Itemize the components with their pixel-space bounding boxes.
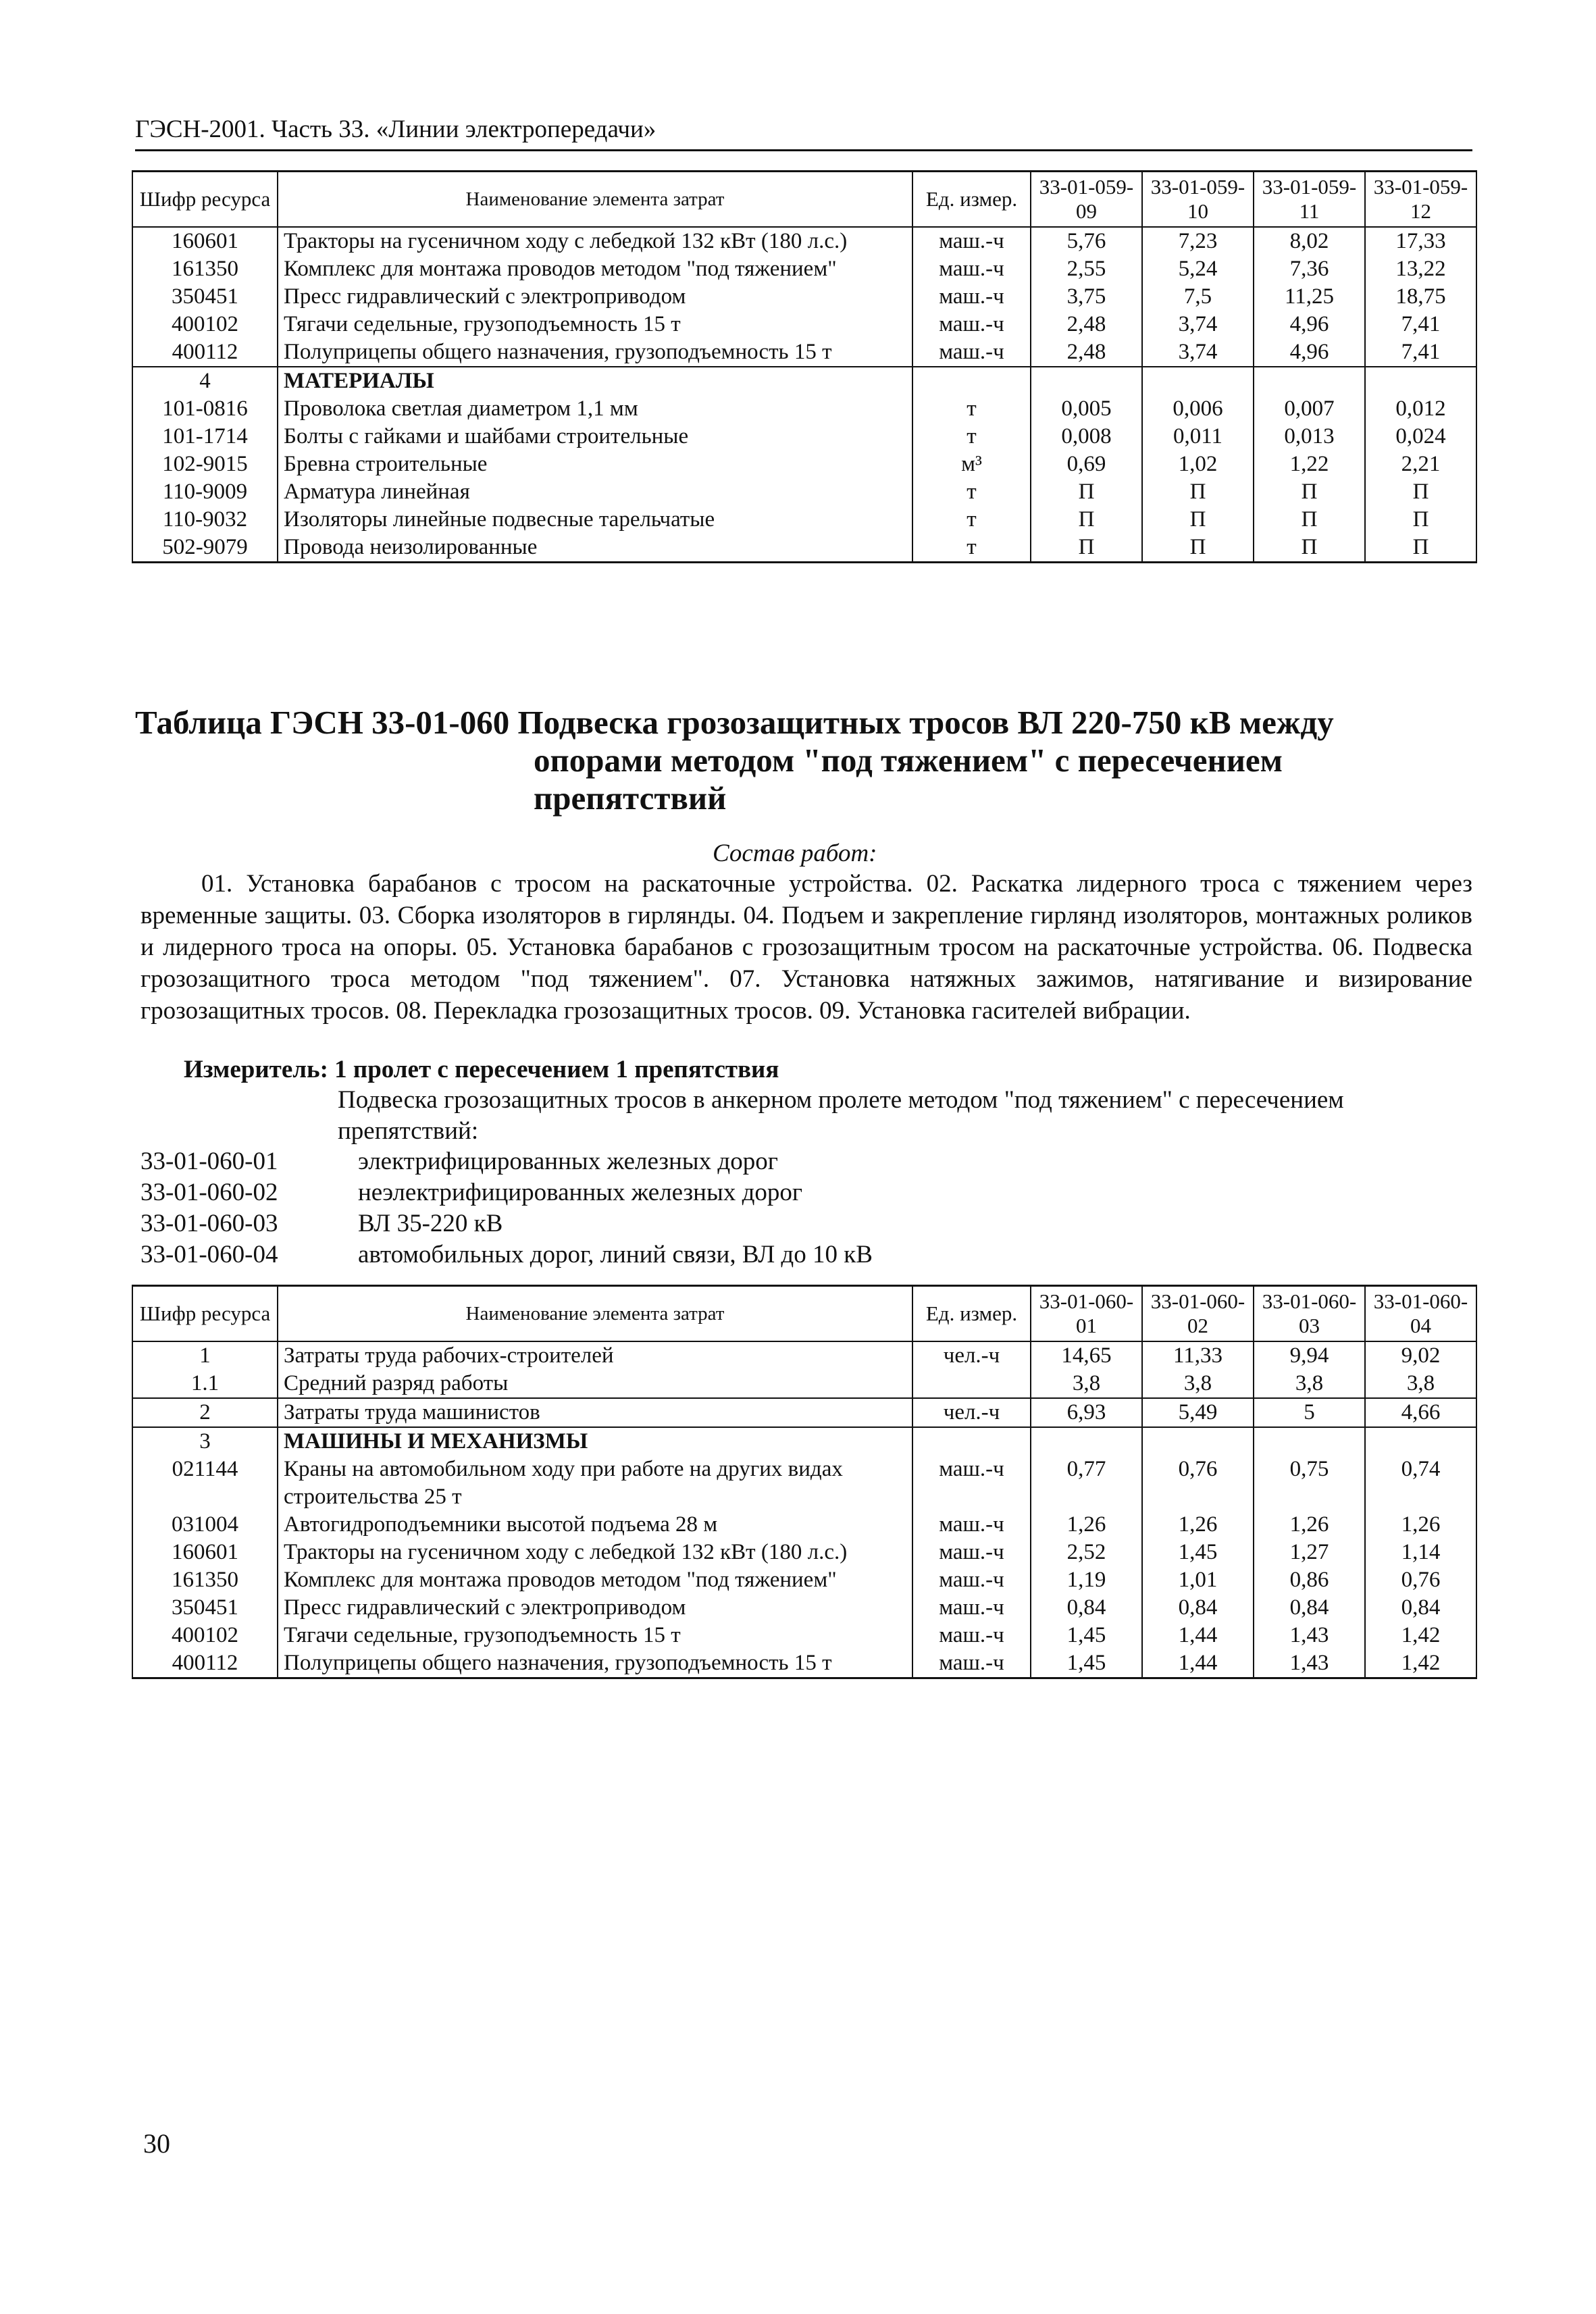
cell-name: Полуприцепы общего назначения, грузоподъемность 15 т bbox=[278, 1649, 912, 1678]
cell-unit bbox=[912, 367, 1031, 395]
cell-value bbox=[1254, 1427, 1365, 1456]
cell-unit bbox=[912, 1370, 1031, 1398]
cell-name: Автогидроподъемники высотой подъема 28 м bbox=[278, 1511, 912, 1539]
composition-label: Состав работ: bbox=[713, 840, 877, 867]
table-row bbox=[132, 1370, 1476, 1398]
cell-code: 400102 bbox=[132, 311, 278, 338]
cell-code: 502-9079 bbox=[132, 534, 278, 563]
cell-value: П bbox=[1254, 506, 1365, 534]
cell-code: 160601 bbox=[132, 227, 278, 255]
cell-value: 1,42 bbox=[1365, 1649, 1476, 1678]
cell-name: Комплекс для монтажа проводов методом "под тяжением" bbox=[278, 255, 912, 283]
cell-unit: маш.-ч bbox=[912, 255, 1031, 283]
works-description: 01. Установка барабанов с тросом на раскаточные устройства. 02. Раскатка лидерного троса с тяжением через временные защиты. 03. Сборка изоляторов в гирлянды. 04. Подъем и закрепление гирлянд изоляторов, монтажных роликов и лидерного троса на опоры. 05. Установка барабанов с грозозащитным тросом на раскаточные устройства. 06. Подвеска грозозащитного троса методом "под тяжением". 07. Установка натяжных зажимов, натягивание и визирование грозозащитных тросов. 08. Перекладка грозозащитных тросов. 09. Установка гасителей вибрации. bbox=[140, 870, 1472, 1025]
cell-value: 1,26 bbox=[1142, 1511, 1254, 1539]
header-col: 33-01-059-10 bbox=[1142, 172, 1254, 228]
table-title bbox=[135, 704, 1472, 817]
table-row bbox=[132, 1594, 1476, 1622]
cell-code: 4 bbox=[132, 367, 278, 395]
cell-code: 031004 bbox=[132, 1511, 278, 1539]
cell-value: 3,74 bbox=[1142, 311, 1254, 338]
cell-name: МАТЕРИАЛЫ bbox=[278, 367, 912, 395]
cell-value: П bbox=[1254, 534, 1365, 563]
cell-value: 11,33 bbox=[1142, 1341, 1254, 1370]
cell-value: 1,26 bbox=[1031, 1511, 1142, 1539]
cell-value: 3,74 bbox=[1142, 338, 1254, 367]
cell-value: 6,93 bbox=[1031, 1398, 1142, 1427]
table-header-row bbox=[132, 1286, 1476, 1342]
cell-code: 400112 bbox=[132, 1649, 278, 1678]
cell-name: Краны на автомобильном ходу при работе на других видах строительства 25 т bbox=[278, 1456, 912, 1511]
table-row bbox=[132, 1649, 1476, 1678]
cell-unit: маш.-ч bbox=[912, 283, 1031, 311]
cell-name: Затраты труда машинистов bbox=[278, 1398, 912, 1427]
cell-value: 1,45 bbox=[1031, 1622, 1142, 1649]
header-code: Шифр ресурса bbox=[132, 172, 278, 228]
cell-value: 3,8 bbox=[1142, 1370, 1254, 1398]
cell-unit: маш.-ч bbox=[912, 1594, 1031, 1622]
cell-value: 1,43 bbox=[1254, 1622, 1365, 1649]
cell-code: 350451 bbox=[132, 1594, 278, 1622]
cell-value: 11,25 bbox=[1254, 283, 1365, 311]
variant-code: 33-01-060-03 bbox=[140, 1210, 278, 1237]
cell-value: 2,48 bbox=[1031, 311, 1142, 338]
cell-value: 7,41 bbox=[1365, 311, 1476, 338]
variant-code: 33-01-060-04 bbox=[140, 1241, 278, 1268]
cell-value: 14,65 bbox=[1031, 1341, 1142, 1370]
cell-unit: м³ bbox=[912, 451, 1031, 478]
table-row bbox=[132, 1456, 1476, 1511]
cell-value: 7,41 bbox=[1365, 338, 1476, 367]
cell-name: Бревна строительные bbox=[278, 451, 912, 478]
cell-code: 2 bbox=[132, 1398, 278, 1427]
cell-name: Тракторы на гусеничном ходу с лебедкой 132 кВт (180 л.с.) bbox=[278, 1539, 912, 1566]
table-row bbox=[132, 227, 1476, 255]
cell-value: 0,84 bbox=[1254, 1594, 1365, 1622]
table-row bbox=[132, 451, 1476, 478]
cell-value: 0,77 bbox=[1031, 1456, 1142, 1511]
cell-code: 161350 bbox=[132, 255, 278, 283]
cell-value: П bbox=[1365, 506, 1476, 534]
cell-code: 1.1 bbox=[132, 1370, 278, 1398]
header-name: Наименование элемента затрат bbox=[278, 172, 912, 228]
variant-text: автомобильных дорог, линий связи, ВЛ до 10 кВ bbox=[358, 1241, 873, 1268]
cell-value: 0,84 bbox=[1365, 1594, 1476, 1622]
cell-value: П bbox=[1142, 478, 1254, 506]
table-row bbox=[132, 367, 1476, 395]
header-col: 33-01-060-04 bbox=[1365, 1286, 1476, 1342]
resource-table-059 bbox=[132, 170, 1477, 563]
cell-code: 160601 bbox=[132, 1539, 278, 1566]
cell-name: Изоляторы линейные подвесные тарельчатые bbox=[278, 506, 912, 534]
cell-code: 101-0816 bbox=[132, 395, 278, 423]
cell-value: 0,006 bbox=[1142, 395, 1254, 423]
cell-code: 400112 bbox=[132, 338, 278, 367]
cell-value: 0,013 bbox=[1254, 423, 1365, 451]
cell-value: П bbox=[1031, 506, 1142, 534]
cell-value: 0,011 bbox=[1142, 423, 1254, 451]
cell-code: 110-9032 bbox=[132, 506, 278, 534]
cell-value: 0,76 bbox=[1365, 1566, 1476, 1594]
cell-value: 9,02 bbox=[1365, 1341, 1476, 1370]
header-col: 33-01-060-03 bbox=[1254, 1286, 1365, 1342]
cell-value: 1,01 bbox=[1142, 1566, 1254, 1594]
header-col: 33-01-060-01 bbox=[1031, 1286, 1142, 1342]
cell-value: 5,49 bbox=[1142, 1398, 1254, 1427]
variant-row bbox=[140, 1177, 873, 1208]
cell-value: П bbox=[1254, 478, 1365, 506]
variant-row bbox=[140, 1208, 873, 1239]
header-col: 33-01-059-12 bbox=[1365, 172, 1476, 228]
cell-value: 17,33 bbox=[1365, 227, 1476, 255]
table-row bbox=[132, 338, 1476, 367]
cell-value: 1,27 bbox=[1254, 1539, 1365, 1566]
cell-value: 4,96 bbox=[1254, 311, 1365, 338]
page-number: 30 bbox=[143, 2128, 170, 2159]
cell-unit: маш.-ч bbox=[912, 1539, 1031, 1566]
table-row bbox=[132, 1539, 1476, 1566]
table-row bbox=[132, 1427, 1476, 1456]
cell-value: 1,43 bbox=[1254, 1649, 1365, 1678]
header-col: 33-01-059-11 bbox=[1254, 172, 1365, 228]
cell-value bbox=[1254, 367, 1365, 395]
cell-value: 1,26 bbox=[1254, 1511, 1365, 1539]
cell-code: 161350 bbox=[132, 1566, 278, 1594]
cell-value: 4,66 bbox=[1365, 1398, 1476, 1427]
cell-code: 3 bbox=[132, 1427, 278, 1456]
cell-name: Пресс гидравлический с электроприводом bbox=[278, 283, 912, 311]
cell-value: 5 bbox=[1254, 1398, 1365, 1427]
cell-code: 101-1714 bbox=[132, 423, 278, 451]
cell-value bbox=[1365, 1427, 1476, 1456]
cell-value: П bbox=[1142, 534, 1254, 563]
cell-value: 13,22 bbox=[1365, 255, 1476, 283]
cell-value: 2,52 bbox=[1031, 1539, 1142, 1566]
cell-unit: маш.-ч bbox=[912, 338, 1031, 367]
cell-value: П bbox=[1142, 506, 1254, 534]
cell-value: П bbox=[1365, 478, 1476, 506]
cell-value: 1,45 bbox=[1031, 1649, 1142, 1678]
cell-value: П bbox=[1031, 478, 1142, 506]
cell-value: 0,012 bbox=[1365, 395, 1476, 423]
cell-name: Пресс гидравлический с электроприводом bbox=[278, 1594, 912, 1622]
cell-unit: чел.-ч bbox=[912, 1341, 1031, 1370]
cell-value: 18,75 bbox=[1365, 283, 1476, 311]
cell-name: Болты с гайками и шайбами строительные bbox=[278, 423, 912, 451]
cell-value: 0,74 bbox=[1365, 1456, 1476, 1511]
cell-value: 7,36 bbox=[1254, 255, 1365, 283]
cell-name: Проволока светлая диаметром 1,1 мм bbox=[278, 395, 912, 423]
cell-value: 0,76 bbox=[1142, 1456, 1254, 1511]
header-unit: Ед. измер. bbox=[912, 1286, 1031, 1342]
table-row bbox=[132, 1398, 1476, 1427]
cell-unit: маш.-ч bbox=[912, 1456, 1031, 1511]
cell-value: 0,84 bbox=[1142, 1594, 1254, 1622]
cell-value bbox=[1031, 1427, 1142, 1456]
header-name: Наименование элемента затрат bbox=[278, 1286, 912, 1342]
cell-value bbox=[1142, 1427, 1254, 1456]
cell-name: Затраты труда рабочих-строителей bbox=[278, 1341, 912, 1370]
cell-value: 1,14 bbox=[1365, 1539, 1476, 1566]
cell-name: Полуприцепы общего назначения, грузоподъемность 15 т bbox=[278, 338, 912, 367]
cell-unit: т bbox=[912, 423, 1031, 451]
cell-value: 0,024 bbox=[1365, 423, 1476, 451]
header-col: 33-01-059-09 bbox=[1031, 172, 1142, 228]
table-row bbox=[132, 506, 1476, 534]
cell-value: 0,007 bbox=[1254, 395, 1365, 423]
cell-value: 0,86 bbox=[1254, 1566, 1365, 1594]
cell-value: 1,42 bbox=[1365, 1622, 1476, 1649]
running-header: ГЭСН-2001. Часть 33. «Линии электропередачи» bbox=[135, 115, 1472, 151]
cell-value: 7,23 bbox=[1142, 227, 1254, 255]
cell-value: 0,008 bbox=[1031, 423, 1142, 451]
cell-value: 5,24 bbox=[1142, 255, 1254, 283]
variants-intro: Подвеска грозозащитных тросов в анкерном пролете методом "под тяжением" с пересечением препятствий: bbox=[338, 1086, 1344, 1145]
cell-value: 1,44 bbox=[1142, 1649, 1254, 1678]
table-row bbox=[132, 423, 1476, 451]
variant-text: электрифицированных железных дорог bbox=[358, 1148, 778, 1175]
cell-value: 1,19 bbox=[1031, 1566, 1142, 1594]
cell-name: Провода неизолированные bbox=[278, 534, 912, 563]
cell-name: МАШИНЫ И МЕХАНИЗМЫ bbox=[278, 1427, 912, 1456]
cell-value: 1,44 bbox=[1142, 1622, 1254, 1649]
cell-value: 3,8 bbox=[1365, 1370, 1476, 1398]
cell-name: Комплекс для монтажа проводов методом "под тяжением" bbox=[278, 1566, 912, 1594]
cell-code: 400102 bbox=[132, 1622, 278, 1649]
variants-list bbox=[140, 1146, 873, 1270]
cell-unit: т bbox=[912, 395, 1031, 423]
title-line: Таблица ГЭСН 33-01-060 Подвеска грозозащитных тросов ВЛ 220-750 кВ между bbox=[135, 704, 1334, 741]
cell-value: 0,69 bbox=[1031, 451, 1142, 478]
cell-value: 3,75 bbox=[1031, 283, 1142, 311]
table-row bbox=[132, 1622, 1476, 1649]
title-rest: опорами методом "под тяжением" с пересечением препятствий bbox=[534, 742, 1283, 817]
cell-unit: т bbox=[912, 534, 1031, 563]
cell-unit: т bbox=[912, 506, 1031, 534]
cell-name: Арматура линейная bbox=[278, 478, 912, 506]
table-row bbox=[132, 1511, 1476, 1539]
variant-code: 33-01-060-02 bbox=[140, 1179, 278, 1206]
cell-unit: маш.-ч bbox=[912, 1649, 1031, 1678]
cell-unit: маш.-ч bbox=[912, 311, 1031, 338]
cell-value: 1,45 bbox=[1142, 1539, 1254, 1566]
cell-value: 7,5 bbox=[1142, 283, 1254, 311]
table-row bbox=[132, 395, 1476, 423]
table-row bbox=[132, 478, 1476, 506]
variant-row bbox=[140, 1239, 873, 1270]
cell-code: 021144 bbox=[132, 1456, 278, 1511]
cell-value: 1,22 bbox=[1254, 451, 1365, 478]
cell-value: 1,02 bbox=[1142, 451, 1254, 478]
cell-unit: маш.-ч bbox=[912, 1511, 1031, 1539]
cell-value bbox=[1031, 367, 1142, 395]
table-row bbox=[132, 255, 1476, 283]
cell-value bbox=[1142, 367, 1254, 395]
cell-value: 3,8 bbox=[1031, 1370, 1142, 1398]
cell-code: 102-9015 bbox=[132, 451, 278, 478]
table-row bbox=[132, 1341, 1476, 1370]
cell-code: 110-9009 bbox=[132, 478, 278, 506]
cell-unit: маш.-ч bbox=[912, 1566, 1031, 1594]
variant-text: неэлектрифицированных железных дорог bbox=[358, 1179, 803, 1206]
cell-value: П bbox=[1031, 534, 1142, 563]
cell-value: 2,48 bbox=[1031, 338, 1142, 367]
table-row bbox=[132, 311, 1476, 338]
cell-name: Тягачи седельные, грузоподъемность 15 т bbox=[278, 311, 912, 338]
table-row bbox=[132, 283, 1476, 311]
cell-value: 2,21 bbox=[1365, 451, 1476, 478]
cell-name: Тягачи седельные, грузоподъемность 15 т bbox=[278, 1622, 912, 1649]
header-code: Шифр ресурса bbox=[132, 1286, 278, 1342]
cell-value: П bbox=[1365, 534, 1476, 563]
cell-value: 2,55 bbox=[1031, 255, 1142, 283]
variant-text: ВЛ 35-220 кВ bbox=[358, 1210, 503, 1237]
table-row bbox=[132, 534, 1476, 563]
cell-value: 0,005 bbox=[1031, 395, 1142, 423]
cell-value: 3,8 bbox=[1254, 1370, 1365, 1398]
cell-value: 9,94 bbox=[1254, 1341, 1365, 1370]
cell-value: 0,84 bbox=[1031, 1594, 1142, 1622]
cell-value: 0,75 bbox=[1254, 1456, 1365, 1511]
header-col: 33-01-060-02 bbox=[1142, 1286, 1254, 1342]
cell-value bbox=[1365, 367, 1476, 395]
cell-unit: маш.-ч bbox=[912, 227, 1031, 255]
table-header-row bbox=[132, 172, 1476, 228]
variant-code: 33-01-060-01 bbox=[140, 1148, 278, 1175]
cell-code: 350451 bbox=[132, 283, 278, 311]
header-unit: Ед. измер. bbox=[912, 172, 1031, 228]
cell-code: 1 bbox=[132, 1341, 278, 1370]
meter-line: Измеритель: 1 пролет с пересечением 1 препятствия bbox=[184, 1056, 779, 1083]
cell-unit: чел.-ч bbox=[912, 1398, 1031, 1427]
cell-unit: т bbox=[912, 478, 1031, 506]
variant-row bbox=[140, 1146, 873, 1177]
resource-table-060 bbox=[132, 1285, 1477, 1679]
cell-name: Средний разряд работы bbox=[278, 1370, 912, 1398]
cell-value: 4,96 bbox=[1254, 338, 1365, 367]
cell-value: 8,02 bbox=[1254, 227, 1365, 255]
cell-unit: маш.-ч bbox=[912, 1622, 1031, 1649]
cell-value: 5,76 bbox=[1031, 227, 1142, 255]
cell-value: 1,26 bbox=[1365, 1511, 1476, 1539]
table-row bbox=[132, 1566, 1476, 1594]
cell-unit bbox=[912, 1427, 1031, 1456]
cell-name: Тракторы на гусеничном ходу с лебедкой 132 кВт (180 л.с.) bbox=[278, 227, 912, 255]
